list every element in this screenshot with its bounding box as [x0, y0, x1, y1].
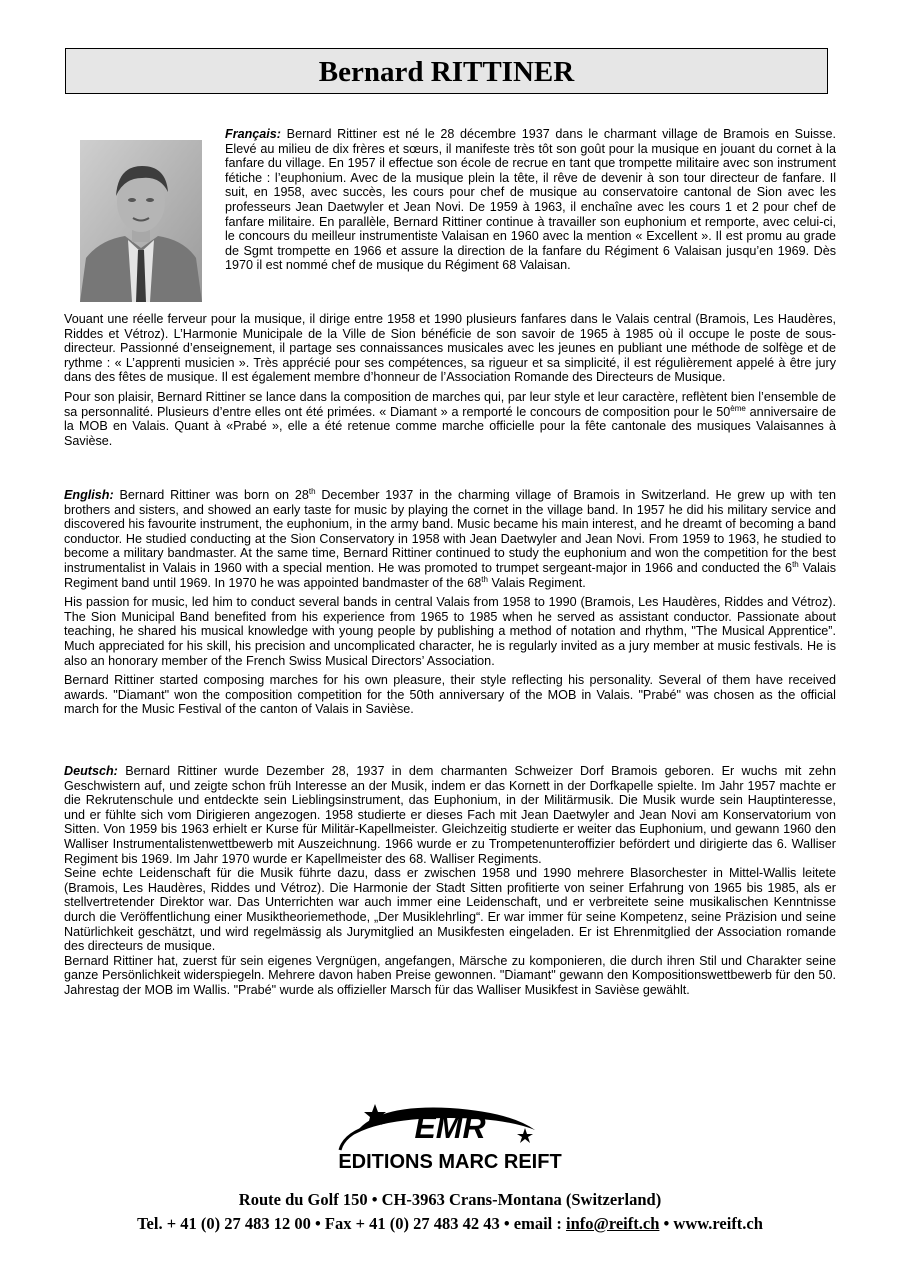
logo-name: EDITIONS MARC REIFT	[338, 1151, 562, 1173]
english-p1-text-d: Valais Regiment.	[487, 575, 586, 590]
portrait-photo	[80, 140, 202, 302]
email-link[interactable]: info@reift.ch	[565, 1214, 660, 1233]
english-p1-text-a: Bernard Rittiner was born on 28	[113, 488, 309, 502]
english-label: English:	[64, 488, 114, 502]
english-section	[64, 488, 836, 722]
french-text-1: Bernard Rittiner est né le 28 décembre 1937 dans le charmant village de Bramois en Suisse. Elevé au milieu de dix frères et sœurs, il manifeste très tôt son goût pour la musique en jouant du cornet à la fanfare du village. En 1957 il effectue son école de recrue en tant que trompette militaire avec son instrument fétiche : l’euphonium. Avec de la musique plein la tête, il rêve de devenir à son tour directeur de fanfare. Il suit, en 1958, avec succès, les cours pour chef de musique au conservatoire cantonal de Sion avec les professeurs Jean Daetwyler et Jean Novi. De 1959 à 1963, il enchaîne avec les cours 1 et 2 pour chef de fanfare militaire. En parallèle, Bernard Rittiner continue à travailler son euphonium et remporte, avec celui-ci, le concours du meilleur instrumentiste Valaisan en 1960 avec la mention « Excellent ». Il est promu au grade de Sgmt trompette en 1966 et assure la direction de la fanfare du Régiment 6 Valaisan jusqu’en 1969. Dès 1970 il est nommé chef de musique du Régiment 68 Valaisan.	[225, 127, 836, 273]
page-title: Bernard RITTINER	[65, 48, 828, 94]
french-paragraph-3	[64, 390, 836, 448]
german-p1-text: Bernard Rittiner wurde Dezember 28, 1937 in dem charmanten Schweizer Dorf Bramois geboren. Er wuchs mit zehn Geschwistern auf, und zeigte schon früh Interesse an der Musik, indem er das Kornett in der Dorfkapelle spielte. Im Jahr 1957 machte er die Rekrutenschule und entdeckte sein Lieblingsinstrument, das Euphonium, in der Militärmusik. Die Musik wurde sein Hauptinteresse, und er fühlte sich vom Dirigieren angezogen. 1958 studierte er dieses Fach mit Jean Daetwyler and Jean Novi am Konservatorium von Sitten. Von 1959 bis 1963 erhielt er Kurse für Militär-Kapellmeister. Gleichzeitig studierte er weiter das Euphonium, und gewann 1960 den Walliser Instrumentalistenwettbewerb mit Auszeichnung. 1966 wurde er zu Trompetenunteroffizier befördert und dirigierte das 6. Walliser Regiment bis 1969. Im Jahr 1970 wurde er Kapellmeister des 68. Walliser Regiments.	[64, 764, 836, 866]
french-paragraph-2: Vouant une réelle ferveur pour la musique, il dirige entre 1958 et 1990 plusieurs fanfares dans le Valais central (Bramois, Les Haudères, Riddes et Vétroz). L’Harmonie Municipale de la Ville de Sion bénéficie de son savoir de 1965 à 1985 où il occupe le poste de sous-directeur. Passionné d’enseignement, il partage ses connaissances musicales avec les jeunes en publiant une méthode de solfège et de rythme : « L’apprenti musicien ». Très apprécié pour ses compétences, sa rigueur et sa simplicité, il est régulièrement appelé à être jury dans des fêtes de musique. Il est également membre d’honneur de l’Association Romande des Directeurs de Musique.	[64, 312, 836, 385]
german-label: Deutsch:	[64, 764, 118, 778]
website-link[interactable]: www.reift.ch	[673, 1214, 763, 1233]
logo-emblem: EMR	[414, 1109, 486, 1145]
english-paragraph-3: Bernard Rittiner started composing marches for his own pleasure, their style reflecting his personality. Several of them have received awards. "Diamant" won the composition competition for the 50th anniversary of the MOB in Valais. "Prabé" was chosen as the official march for the Music Festival of the canton of Valais in Savièse.	[64, 673, 836, 717]
english-p1-text-b: December 1937 in the charming village of Bramois in Switzerland. He grew up with ten brothers and sisters, and showed an early taste for music by playing the cornet in the village band. In 1957 he did his military service and discovered his favourite instrument, the euphonium, in the army band. Music became his main interest, and he dreamt of becoming a band conductor. He studied conducting at the Sion Conservatory in 1958 with Jean Daetwyler and Jean Novi. From 1959 to 1963, he studied to become a military bandmaster. At the same time, Bernard Rittiner continued to study the euphonium and won the competition for the best instrumentalist in Valais in 1960 with a special mention. He was promoted to trumpet sergeant-major in 1966 and conducted the 6	[64, 488, 836, 575]
english-p1-sup-3: th	[481, 574, 488, 584]
footer-phone-fax: Tel. + 41 (0) 27 483 12 00 • Fax + 41 (0) 27 483 42 43 • email :	[137, 1214, 566, 1233]
german-paragraph-3: Bernard Rittiner hat, zuerst für sein eigenes Vergnügen, angefangen, Märsche zu komponieren, die durch ihren Stil und Charakter seine ganze Persönlichkeit widerspiegeln. Mehrere davon haben Preise gewonnen. "Diamant" gewann den Kompositionswettbewerb für den 50. Jahrestag der MOB im Wallis. "Prabé" wurde als offizieller Marsch für das Walliser Musikfest in Savièse gewählt.	[64, 953, 836, 997]
french-p3-text-b: anniversaire de la MOB en Valais. Quant à «Prabé », elle a été retenue comme marche officielle pour la fête cantonale des musiques Valaisannes à Savièse.	[64, 404, 837, 448]
french-intro-paragraph	[225, 127, 836, 273]
english-p1-sup-1: th	[308, 486, 316, 496]
english-paragraph-1	[64, 488, 836, 590]
french-section	[64, 312, 836, 453]
footer-contact	[0, 1214, 900, 1234]
english-p1-sup-2: th	[792, 559, 799, 569]
french-p3-superscript: ème	[730, 403, 746, 413]
french-label: Français:	[225, 127, 281, 141]
french-p3-text-a: Pour son plaisir, Bernard Rittiner se lance dans la composition de marches qui, par leur style et leur caractère, reflètent bien l’ensemble de sa personnalité. Plusieurs d’entre elles ont été primées. « Diamant » a remporté le concours de composition pour le 50	[64, 389, 836, 419]
footer-separator: •	[659, 1214, 674, 1233]
emr-logo	[285, 1100, 615, 1180]
star-icon	[517, 1128, 533, 1143]
german-paragraph-2: Seine echte Leidenschaft für die Musik führte dazu, dass er zwischen 1958 und 1990 mehrere Blasorchester in Mittel-Wallis leitete (Bramois, Les Haudères, Riddes und Vétroz). Die Harmonie der Stadt Sitten profitierte von seiner Erfahrung von 1965 bis 1985, als er stellvertretender Direktor war. Das Unterrichten war auch immer eine Leidenschaft, und er verbreitete seine musikalischen Kenntnisse durch die Veröffentlichung einer Musiktheoriemethode, „Der Musiklehrling“. Er war immer für seine Kompetenz, seine Präzision und seine Natürlichkeit geschätzt, und wird regelmässig als Jurymitglied an Musikfesten eingeladen. Er ist Ehrenmitglied der Association romande des directeurs de musique.	[64, 866, 836, 954]
english-p1-text-c: Valais Regiment band until 1969. In 1970 he was appointed bandmaster of the 68	[64, 560, 836, 590]
german-section	[64, 764, 836, 998]
footer-address: Route du Golf 150 • CH-3963 Crans-Montana (Switzerland)	[238, 1190, 662, 1209]
english-paragraph-2: His passion for music, led him to conduct several bands in central Valais from 1958 to 1990 (Bramois, Les Haudères, Riddes and Vétroz). The Sion Municipal Band benefited from his experience from 1965 to 1985 when he served as assistant conductor. Passionate about teaching, he shared his musical knowledge with young people by publishing a method of notation and rhythm, "The Musical Apprentice”. Much appreciated for his skill, his precision and uncomplicated character, he is regularly invited as a jury member at music festivals. He is also an honorary member of the French Swiss Musical Directors’ Association.	[64, 595, 836, 668]
german-paragraph-1	[64, 764, 836, 866]
